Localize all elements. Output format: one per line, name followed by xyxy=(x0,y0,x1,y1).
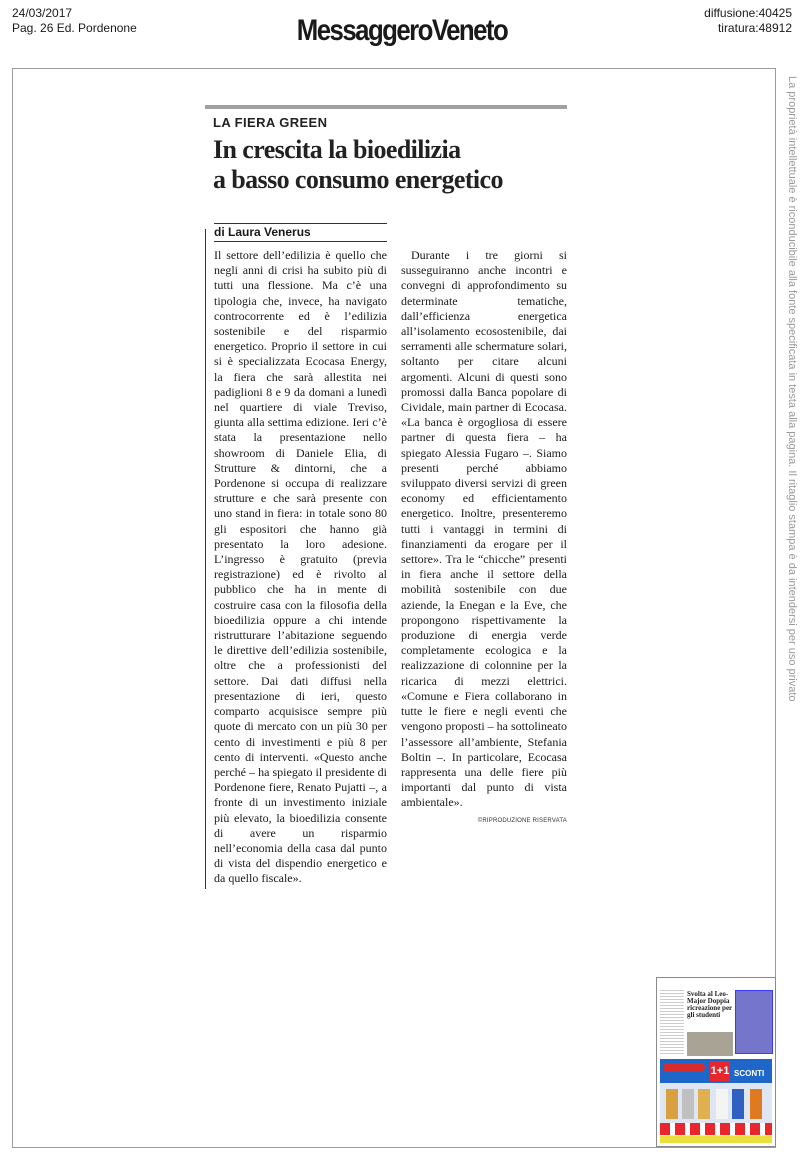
ad-price-tags xyxy=(660,1123,772,1135)
article-column-1 xyxy=(214,223,387,887)
page-meta-right xyxy=(704,6,792,36)
diffusione-count: diffusione:40425 xyxy=(704,6,792,20)
top-rule xyxy=(205,105,567,109)
thumbnail-highlight-box xyxy=(735,990,773,1054)
thumbnail-text-block xyxy=(660,990,684,1056)
article-copyright: ©RIPRODUZIONE RISERVATA xyxy=(477,817,567,824)
article-paragraph: Durante i tre giorni si susseguiranno anche incontri e convegni di approfondimento su determinate tematiche, dall’efficienza energetica all’isolamento ecosostenibile, dai serramenti alle schermature solari, soltanto per citare alcuni argomenti. Alcuni di questi sono promossi dalla Banca popolare di Cividale, main partner di Ecocasa. «La banca è orgogliosa di essere partner di questa fiera – ha spiegato Alessia Fugaro –. Siamo presenti perché abbiamo sviluppato diversi servizi di green economy ed efficientamento energetico. Inoltre, presenteremo tutti i vantaggi in termini di finanziamenti da erogare per il settore». Tra le “chicche” presenti in fiera anche il settore della mobilità sostenibile con due aziende, la Enegan e la Eve, che propongono rispettivamente la produzione di energia verde completamente ecologica e la realizzazione di colonnine per la ricarica di mezzi elettrici. «Comune e Fiera collaborano in tutte le fiere e negli eventi che vengono proposti – ha sottolineato l’assessore all’ambiente, Stefania Boltin –. In particolare, Ecocasa rappresenta una delle fiere più importanti dal punto di vista ambientale». xyxy=(401,248,567,810)
ad-banner xyxy=(660,1059,772,1083)
tiratura-count: tiratura:48912 xyxy=(717,21,792,35)
article-headline xyxy=(213,135,567,195)
article xyxy=(205,105,567,886)
ad-product xyxy=(682,1089,694,1119)
ad-product xyxy=(666,1089,678,1119)
ad-label: SCONTI xyxy=(734,1069,765,1078)
ad-footer xyxy=(660,1136,772,1143)
publication-date: 24/03/2017 xyxy=(12,6,73,20)
article-byline: di Laura Venerus xyxy=(214,223,387,242)
thumbnail-headline: Svolta al Leo-Major Doppia ricreazione per gli studenti xyxy=(687,990,733,1019)
ad-product xyxy=(750,1089,762,1119)
ad-logo xyxy=(663,1063,705,1072)
thumbnail-photo xyxy=(687,1032,733,1056)
ad-product xyxy=(716,1089,728,1119)
copyright-side-note: La proprietà intellettuale è riconducibile alla fonte specificata in testa alla pagina. Il ritaglio stampa è da intendersi per uso privato xyxy=(786,76,798,702)
headline-line-1: In crescita la bioedilizia xyxy=(213,135,461,164)
ad-product xyxy=(732,1089,744,1119)
headline-line-2: a basso consumo energetico xyxy=(213,165,503,194)
page-edition: Pag. 26 Ed. Pordenone xyxy=(12,21,137,35)
newspaper-masthead: MessaggeroVeneto xyxy=(296,14,508,47)
thumbnail-advertisement xyxy=(660,1059,772,1143)
article-paragraph: Il settore dell’edilizia è quello che negli anni di crisi ha subito più di tutti una flessione. Ma c’è una tipologia che, invece, ha navigato controcorrente ed è l’edilizia sostenibile e del risparmio energetico. Proprio il settore in cui si è specializzata Ecocasa Energy, la fiera che sarà allestita nei padiglioni 8 e 9 da domani a lunedì nel quartiere di viale Treviso, giunta alla settima edizione. Ieri c’è stata la presentazione nello showroom di Daniele Elia, di Strutture & dintorni, che a Pordenone si occupa di realizzare strutture e che sarà presente con uno stand in fiera: in totale sono 80 gli espositori che hanno già presentato la loro adesione. L’ingresso è gratuito (previa registrazione) ed è rivolto al pubblico che ha in mente di costruire casa con la filosofia della bioedilizia oppure a chi intende ristrutturare l’abitazione seguendo le direttive dell’edilizia sostenibile, oltre che a professionisti del settore. Dai dati diffusi nella presentazione di ieri, questo comparto acquisisce sempre più quote di mercato con un più 30 per cento di investimenti e più 8 per cento di interventi. «Questo anche perché – ha spiegato il presidente di Pordenone fiere, Renato Pujatti –, a fronte di un investimento iniziale più elevato, la bioedilizia consente di avere un risparmio nell’economia della casa dal punto di vista del dispendio energetico e da quello fiscale». xyxy=(214,248,387,886)
ad-product xyxy=(698,1089,710,1119)
article-kicker: LA FIERA GREEN xyxy=(213,115,328,130)
ad-badge: 1+1 xyxy=(710,1061,730,1081)
page-thumbnail[interactable] xyxy=(656,977,776,1147)
column-rule xyxy=(205,229,206,889)
article-column-2 xyxy=(401,248,567,824)
